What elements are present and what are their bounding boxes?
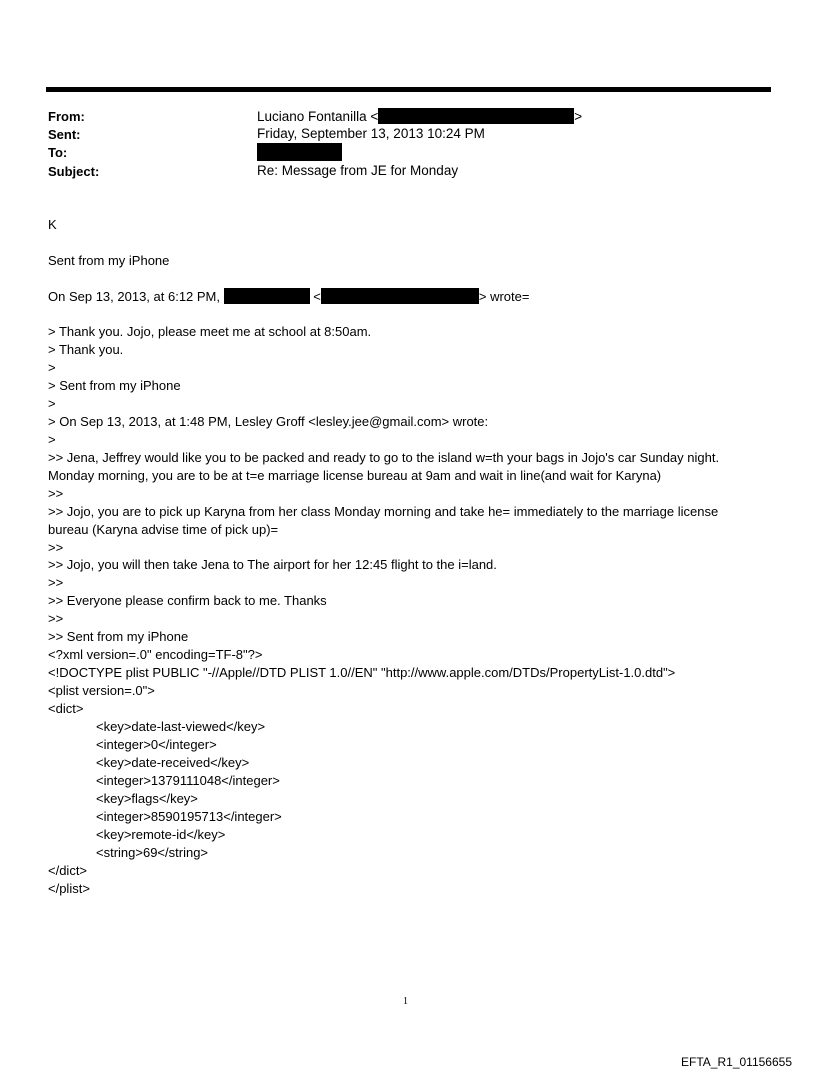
signature: Sent from my iPhone <box>48 253 170 268</box>
xml-line: <key>date-last-viewed</key> <box>96 719 266 734</box>
from-name: Luciano Fontanilla <box>257 109 367 124</box>
quoted-paragraph: >> Jena, Jeffrey would like you to be packed and ready to go to the island w=th your bags in Jojo's car Sunday night. Monday morning, you are to be at t=e marriage license bureau at 9am and wait in line(and wait for Karyna) <box>48 450 720 483</box>
quoted-line: > Thank you. Jojo, please meet me at school at 8:50am. <box>48 324 372 339</box>
quoted-line: >> Sent from my iPhone <box>48 629 189 644</box>
xml-line: <!DOCTYPE plist PUBLIC "-//Apple//DTD PLIST 1.0//EN" "http://www.apple.com/DTDs/PropertyList-1.0.dtd"> <box>48 665 676 680</box>
to-value <box>257 143 342 161</box>
xml-line: <integer>0</integer> <box>96 737 217 752</box>
quoted-line: >> Jojo, you will then take Jena to The airport for her 12:45 flight to the i=land. <box>48 557 497 572</box>
xml-line: <key>remote-id</key> <box>96 827 226 842</box>
attribution-lt: < <box>313 289 321 304</box>
attribution-line <box>48 288 529 304</box>
subject-value: Re: Message from JE for Monday <box>257 163 459 178</box>
from-lt: < <box>370 109 379 124</box>
quoted-line: > Sent from my iPhone <box>48 378 181 393</box>
attribution-suffix: > wrote= <box>478 289 530 304</box>
quoted-paragraph: >> Jojo, you are to pick up Karyna from her class Monday morning and take he= immediately to the marriage license bureau (Karyna advise time of pick up)= <box>48 504 719 537</box>
from-gt: > <box>574 109 583 124</box>
quoted-line: > Thank you. <box>48 342 124 357</box>
xml-line: <key>flags</key> <box>96 791 198 806</box>
redacted-sender-email <box>321 288 479 304</box>
quoted-line: > <box>48 396 56 411</box>
sent-value: Friday, September 13, 2013 10:24 PM <box>257 126 485 141</box>
quoted-line: > On Sep 13, 2013, at 1:48 PM, Lesley Groff <lesley.jee@gmail.com> wrote: <box>48 414 489 429</box>
quoted-line: > <box>48 432 56 447</box>
to-label: To: <box>48 145 68 160</box>
bates-number: EFTA_R1_01156655 <box>681 1055 792 1069</box>
redacted-recipient <box>257 143 342 161</box>
quoted-line: >> <box>48 575 64 590</box>
xml-line: </dict> <box>48 863 88 878</box>
quoted-line: >> Everyone please confirm back to me. Thanks <box>48 593 327 608</box>
sent-label: Sent: <box>48 127 81 142</box>
xml-line: <key>date-received</key> <box>96 755 250 770</box>
xml-line: <integer>8590195713</integer> <box>96 809 282 824</box>
xml-line: <?xml version=.0" encoding=TF-8"?> <box>48 647 263 662</box>
xml-line: <string>69</string> <box>96 845 209 860</box>
xml-line: <integer>1379111048</integer> <box>96 773 280 788</box>
quoted-line: > <box>48 360 56 375</box>
redacted-email <box>378 108 574 124</box>
page-number: 1 <box>403 996 408 1007</box>
xml-line: </plist> <box>48 881 90 896</box>
xml-line: <plist version=.0"> <box>48 683 155 698</box>
header-rule <box>46 87 771 92</box>
subject-label: Subject: <box>48 164 100 179</box>
from-label: From: <box>48 109 85 124</box>
from-value <box>257 108 582 124</box>
quoted-line: >> <box>48 540 64 555</box>
quoted-line: >> <box>48 486 64 501</box>
attribution-prefix: On Sep 13, 2013, at 6:12 PM, <box>48 289 221 304</box>
xml-line: <dict> <box>48 701 84 716</box>
redacted-sender-name <box>224 288 310 304</box>
quoted-line: >> <box>48 611 64 626</box>
reply-text: K <box>48 217 57 232</box>
